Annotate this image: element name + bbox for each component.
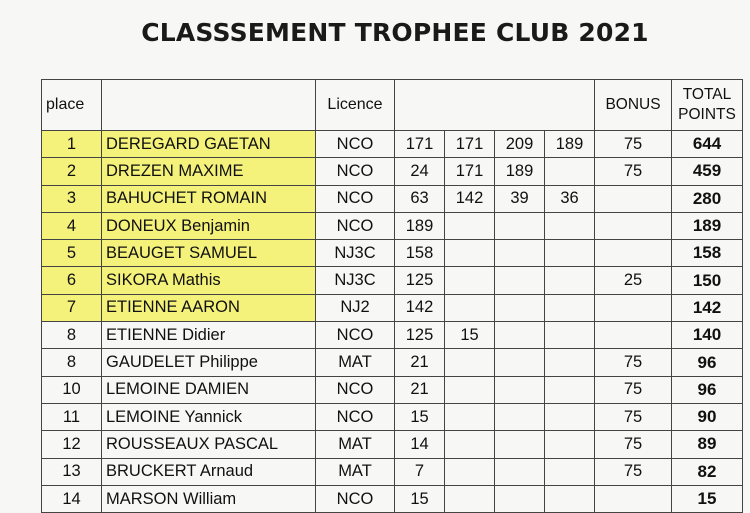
round-3-points xyxy=(495,212,545,239)
place-cell: 12 xyxy=(42,431,102,458)
player-name: LEMOINE Yannick xyxy=(102,403,316,430)
round-4-points xyxy=(545,322,595,349)
round-4-points xyxy=(545,376,595,403)
licence-cell: NCO xyxy=(316,158,395,185)
bonus-points xyxy=(595,322,672,349)
bonus-points: 75 xyxy=(595,131,672,158)
header-place: place xyxy=(42,80,102,131)
round-1-points: 189 xyxy=(395,212,445,239)
place-cell: 7 xyxy=(42,294,102,321)
total-points: 15 xyxy=(672,485,743,512)
table-row xyxy=(42,403,743,430)
round-3-points xyxy=(495,294,545,321)
round-4-points xyxy=(545,458,595,485)
round-3-points xyxy=(495,403,545,430)
licence-cell: MAT xyxy=(316,349,395,376)
round-2-points xyxy=(445,403,495,430)
total-points: 459 xyxy=(672,158,743,185)
player-name: DEREGARD GAETAN xyxy=(102,131,316,158)
total-points: 82 xyxy=(672,458,743,485)
ranking-table xyxy=(41,79,743,513)
round-4-points xyxy=(545,403,595,430)
table-row xyxy=(42,431,743,458)
licence-cell: NJ2 xyxy=(316,294,395,321)
bonus-points xyxy=(595,240,672,267)
player-name: BEAUGET SAMUEL xyxy=(102,240,316,267)
round-2-points: 171 xyxy=(445,158,495,185)
licence-cell: NCO xyxy=(316,485,395,512)
bonus-points: 75 xyxy=(595,349,672,376)
place-cell: 1 xyxy=(42,131,102,158)
round-3-points xyxy=(495,458,545,485)
round-2-points: 15 xyxy=(445,322,495,349)
round-1-points: 63 xyxy=(395,185,445,212)
round-1-points: 171 xyxy=(395,131,445,158)
header-round-2 xyxy=(445,80,495,131)
total-points: 89 xyxy=(672,431,743,458)
bonus-points: 75 xyxy=(595,376,672,403)
round-4-points xyxy=(545,485,595,512)
table-row xyxy=(42,485,743,512)
bonus-points: 75 xyxy=(595,158,672,185)
bonus-points xyxy=(595,212,672,239)
round-3-points xyxy=(495,485,545,512)
round-1-points: 125 xyxy=(395,267,445,294)
round-2-points xyxy=(445,431,495,458)
place-cell: 11 xyxy=(42,403,102,430)
player-name: ETIENNE Didier xyxy=(102,322,316,349)
licence-cell: MAT xyxy=(316,458,395,485)
round-3-points xyxy=(495,349,545,376)
round-4-points xyxy=(545,267,595,294)
round-3-points xyxy=(495,240,545,267)
total-points: 96 xyxy=(672,349,743,376)
page-title: CLASSSEMENT TROPHEE CLUB 2021 xyxy=(141,18,649,47)
header-bonus: BONUS xyxy=(595,80,672,131)
total-points: 140 xyxy=(672,322,743,349)
table-row xyxy=(42,349,743,376)
round-2-points xyxy=(445,376,495,403)
licence-cell: MAT xyxy=(316,431,395,458)
player-name: LEMOINE DAMIEN xyxy=(102,376,316,403)
place-cell: 5 xyxy=(42,240,102,267)
round-3-points xyxy=(495,322,545,349)
bonus-points: 75 xyxy=(595,458,672,485)
round-1-points: 7 xyxy=(395,458,445,485)
place-cell: 8 xyxy=(42,322,102,349)
round-2-points xyxy=(445,485,495,512)
table-row xyxy=(42,322,743,349)
place-cell: 8 xyxy=(42,349,102,376)
round-2-points xyxy=(445,294,495,321)
place-cell: 10 xyxy=(42,376,102,403)
place-cell: 4 xyxy=(42,212,102,239)
header-licence: Licence xyxy=(316,80,395,131)
round-4-points xyxy=(545,349,595,376)
round-2-points xyxy=(445,267,495,294)
licence-cell: NCO xyxy=(316,212,395,239)
licence-cell: NCO xyxy=(316,185,395,212)
place-cell: 14 xyxy=(42,485,102,512)
licence-cell: NCO xyxy=(316,131,395,158)
round-4-points xyxy=(545,431,595,458)
player-name: ROUSSEAUX PASCAL xyxy=(102,431,316,458)
header-total: TOTAL POINTS xyxy=(672,80,743,131)
round-3-points xyxy=(495,267,545,294)
total-points: 644 xyxy=(672,131,743,158)
round-1-points: 14 xyxy=(395,431,445,458)
player-name: DREZEN MAXIME xyxy=(102,158,316,185)
table-row xyxy=(42,212,743,239)
ranking-rows xyxy=(42,131,743,513)
header-name xyxy=(102,80,316,131)
round-4-points: 189 xyxy=(545,131,595,158)
total-points: 142 xyxy=(672,294,743,321)
licence-cell: NCO xyxy=(316,403,395,430)
table-row xyxy=(42,267,743,294)
round-3-points xyxy=(495,376,545,403)
table-row xyxy=(42,376,743,403)
player-name: MARSON William xyxy=(102,485,316,512)
player-name: DONEUX Benjamin xyxy=(102,212,316,239)
bonus-points xyxy=(595,185,672,212)
place-cell: 13 xyxy=(42,458,102,485)
player-name: ETIENNE AARON xyxy=(102,294,316,321)
round-1-points: 21 xyxy=(395,349,445,376)
header-round-1 xyxy=(395,80,445,131)
header-round-4 xyxy=(545,80,595,131)
round-1-points: 125 xyxy=(395,322,445,349)
table-row xyxy=(42,294,743,321)
place-cell: 2 xyxy=(42,158,102,185)
place-cell: 6 xyxy=(42,267,102,294)
bonus-points xyxy=(595,485,672,512)
table-row xyxy=(42,131,743,158)
round-4-points: 36 xyxy=(545,185,595,212)
round-2-points xyxy=(445,240,495,267)
licence-cell: NJ3C xyxy=(316,267,395,294)
table-row xyxy=(42,240,743,267)
licence-cell: NJ3C xyxy=(316,240,395,267)
round-1-points: 21 xyxy=(395,376,445,403)
round-3-points: 209 xyxy=(495,131,545,158)
total-points: 158 xyxy=(672,240,743,267)
round-4-points xyxy=(545,240,595,267)
round-1-points: 15 xyxy=(395,485,445,512)
bonus-points: 75 xyxy=(595,431,672,458)
round-2-points: 142 xyxy=(445,185,495,212)
round-2-points: 171 xyxy=(445,131,495,158)
total-points: 90 xyxy=(672,403,743,430)
player-name: GAUDELET Philippe xyxy=(102,349,316,376)
player-name: SIKORA Mathis xyxy=(102,267,316,294)
round-3-points xyxy=(495,431,545,458)
player-name: BAHUCHET ROMAIN xyxy=(102,185,316,212)
total-points: 189 xyxy=(672,212,743,239)
place-cell: 3 xyxy=(42,185,102,212)
header-round-3 xyxy=(495,80,545,131)
bonus-points: 25 xyxy=(595,267,672,294)
bonus-points xyxy=(595,294,672,321)
round-3-points: 189 xyxy=(495,158,545,185)
round-4-points xyxy=(545,212,595,239)
table-header-row xyxy=(42,80,743,131)
player-name: BRUCKERT Arnaud xyxy=(102,458,316,485)
table-row xyxy=(42,158,743,185)
round-2-points xyxy=(445,212,495,239)
total-points: 280 xyxy=(672,185,743,212)
licence-cell: NCO xyxy=(316,376,395,403)
round-3-points: 39 xyxy=(495,185,545,212)
round-1-points: 15 xyxy=(395,403,445,430)
round-2-points xyxy=(445,349,495,376)
round-4-points xyxy=(545,294,595,321)
round-1-points: 142 xyxy=(395,294,445,321)
total-points: 96 xyxy=(672,376,743,403)
round-1-points: 24 xyxy=(395,158,445,185)
table-row xyxy=(42,185,743,212)
round-1-points: 158 xyxy=(395,240,445,267)
bonus-points: 75 xyxy=(595,403,672,430)
table-row xyxy=(42,458,743,485)
round-4-points xyxy=(545,158,595,185)
total-points: 150 xyxy=(672,267,743,294)
round-2-points xyxy=(445,458,495,485)
licence-cell: NCO xyxy=(316,322,395,349)
